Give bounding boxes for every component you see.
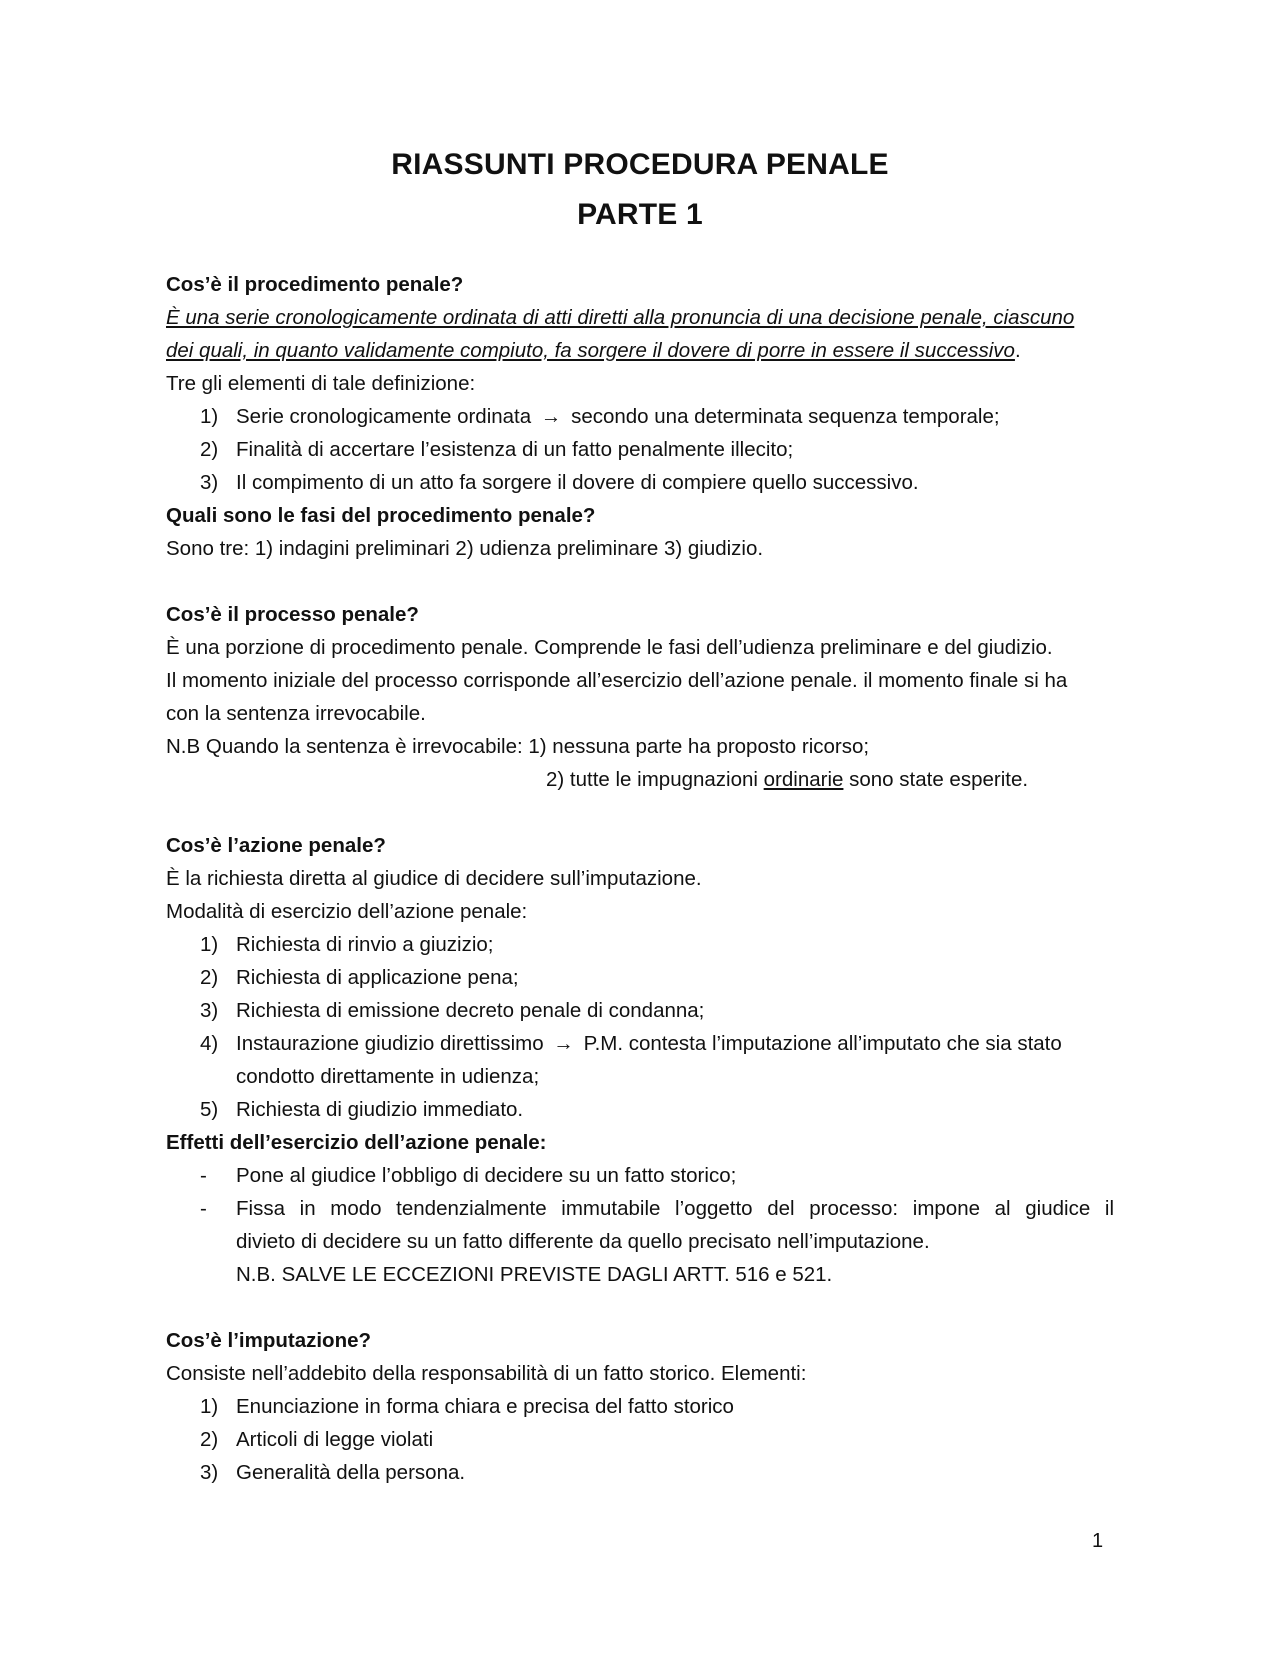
azione-text-1: È la richiesta diretta al giudice di decidere sull’imputazione.	[166, 867, 702, 890]
definition-period: .	[1014, 339, 1021, 362]
list-text: Il compimento di un atto fa sorgere il dovere di compiere quello successivo.	[236, 471, 919, 494]
list-number: 1)	[200, 1395, 219, 1418]
nota-bene-2a: 2) tutte le impugnazioni	[546, 768, 764, 791]
list-text: Richiesta di applicazione pena;	[236, 966, 519, 989]
document-title: RIASSUNTI PROCEDURA PENALE	[391, 148, 889, 181]
list-item	[166, 1027, 1114, 1093]
definition-text-1: È una serie cronologicamente ordinata di atti diretti alla pronuncia di una decisione penale, ciascuno	[166, 306, 1075, 329]
list-item	[166, 400, 1114, 433]
list-text-cont: P.M. contesta l’imputazione all’imputato che sia stato	[583, 1032, 1062, 1055]
nota-bene-underlined: ordinarie	[763, 768, 844, 791]
bullet-text: Pone al giudice l’obbligo di decidere su un fatto storico;	[236, 1164, 737, 1187]
list-text: Articoli di legge violati	[236, 1428, 434, 1451]
nota-bene-1: N.B Quando la sentenza è irrevocabile: 1) nessuna parte ha proposto ricorso;	[166, 735, 870, 758]
bullet-item	[166, 1159, 1114, 1192]
heading-effetti-azione: Effetti dell’esercizio dell’azione penale:	[166, 1131, 547, 1154]
list-number: 2)	[200, 966, 219, 989]
definition-line-2	[166, 334, 1114, 367]
list-item	[166, 1390, 1114, 1423]
elements-intro: Tre gli elementi di tale definizione:	[166, 372, 476, 395]
list-item	[166, 994, 1114, 1027]
page-number: 1	[1092, 1530, 1104, 1552]
list-text: Enunciazione in forma chiara e precisa del fatto storico	[236, 1395, 734, 1418]
question-azione-penale: Cos’è l’azione penale?	[166, 834, 386, 857]
bullet-text-2: divieto di decidere su un fatto differente da quello precisato nell’imputazione.	[236, 1230, 930, 1253]
list-number: 5)	[200, 1098, 219, 1121]
document-subtitle: PARTE 1	[577, 198, 703, 231]
list-text: Finalità di accertare l’esistenza di un fatto penalmente illecito;	[236, 438, 794, 461]
nota-bene-eccezioni: N.B. SALVE LE ECCEZIONI PREVISTE DAGLI ARTT. 516 e 521.	[236, 1263, 833, 1286]
processo-text-3: con la sentenza irrevocabile.	[166, 702, 426, 725]
question-processo-penale: Cos’è il processo penale?	[166, 603, 419, 626]
list-text: Serie cronologicamente ordinata	[236, 405, 532, 428]
imputazione-text: Consiste nell’addebito della responsabilità di un fatto storico. Elementi:	[166, 1362, 807, 1385]
definition-text-2: dei quali, in quanto validamente compiuto, fa sorgere il dovere di porre in essere il successivo	[166, 339, 1015, 362]
nota-bene-2	[166, 763, 1114, 796]
bullet-dash: -	[200, 1197, 207, 1220]
processo-text-2: Il momento iniziale del processo corrisponde all’esercizio dell’azione penale. il momento finale si ha	[166, 669, 1068, 692]
list-item	[166, 1093, 1114, 1126]
list-number: 3)	[200, 471, 219, 494]
list-text: Generalità della persona.	[236, 1461, 466, 1484]
list-number: 1)	[200, 405, 219, 428]
list-item	[166, 961, 1114, 994]
list-text: Richiesta di giudizio immediato.	[236, 1098, 524, 1121]
list-text: Richiesta di emissione decreto penale di condanna;	[236, 999, 705, 1022]
bullet-dash: -	[200, 1164, 207, 1187]
list-number: 3)	[200, 999, 219, 1022]
list-item	[166, 466, 1114, 499]
list-number: 2)	[200, 1428, 219, 1451]
list-item	[166, 1456, 1114, 1489]
list-text-cont: secondo una determinata sequenza temporale;	[571, 405, 1000, 428]
list-item	[166, 928, 1114, 961]
question-procedimento-penale: Cos’è il procedimento penale?	[166, 273, 464, 296]
list-number: 1)	[200, 933, 219, 956]
processo-text-1: È una porzione di procedimento penale. Comprende le fasi dell’udienza preliminare e del giudizio.	[166, 636, 1053, 659]
list-text: Instaurazione giudizio direttissimo	[236, 1032, 544, 1055]
answer-fasi: Sono tre: 1) indagini preliminari 2) udienza preliminare 3) giudizio.	[166, 537, 764, 560]
title-block	[0, 140, 1280, 240]
question-fasi-procedimento: Quali sono le fasi del procedimento penale?	[166, 504, 596, 527]
bullet-text-1: Fissa in modo tendenzialmente immutabile l’oggetto del processo: impone al giudice il	[236, 1197, 1114, 1220]
list-text-wrap: condotto direttamente in udienza;	[236, 1065, 540, 1088]
list-item	[166, 433, 1114, 466]
list-number: 3)	[200, 1461, 219, 1484]
list-item	[166, 1423, 1114, 1456]
bullet-item	[166, 1192, 1114, 1258]
list-text: Richiesta di rinvio a giuzizio;	[236, 933, 494, 956]
definition-line-1	[166, 301, 1114, 334]
arrow-right-icon: →	[540, 405, 562, 428]
document-body	[166, 268, 1114, 1489]
arrow-right-icon: →	[553, 1032, 574, 1055]
nota-bene-2b: sono state esperite.	[843, 768, 1029, 791]
azione-text-2: Modalità di esercizio dell’azione penale:	[166, 900, 528, 923]
list-number: 2)	[200, 438, 219, 461]
question-imputazione: Cos’è l’imputazione?	[166, 1329, 372, 1352]
list-number: 4)	[200, 1032, 219, 1055]
